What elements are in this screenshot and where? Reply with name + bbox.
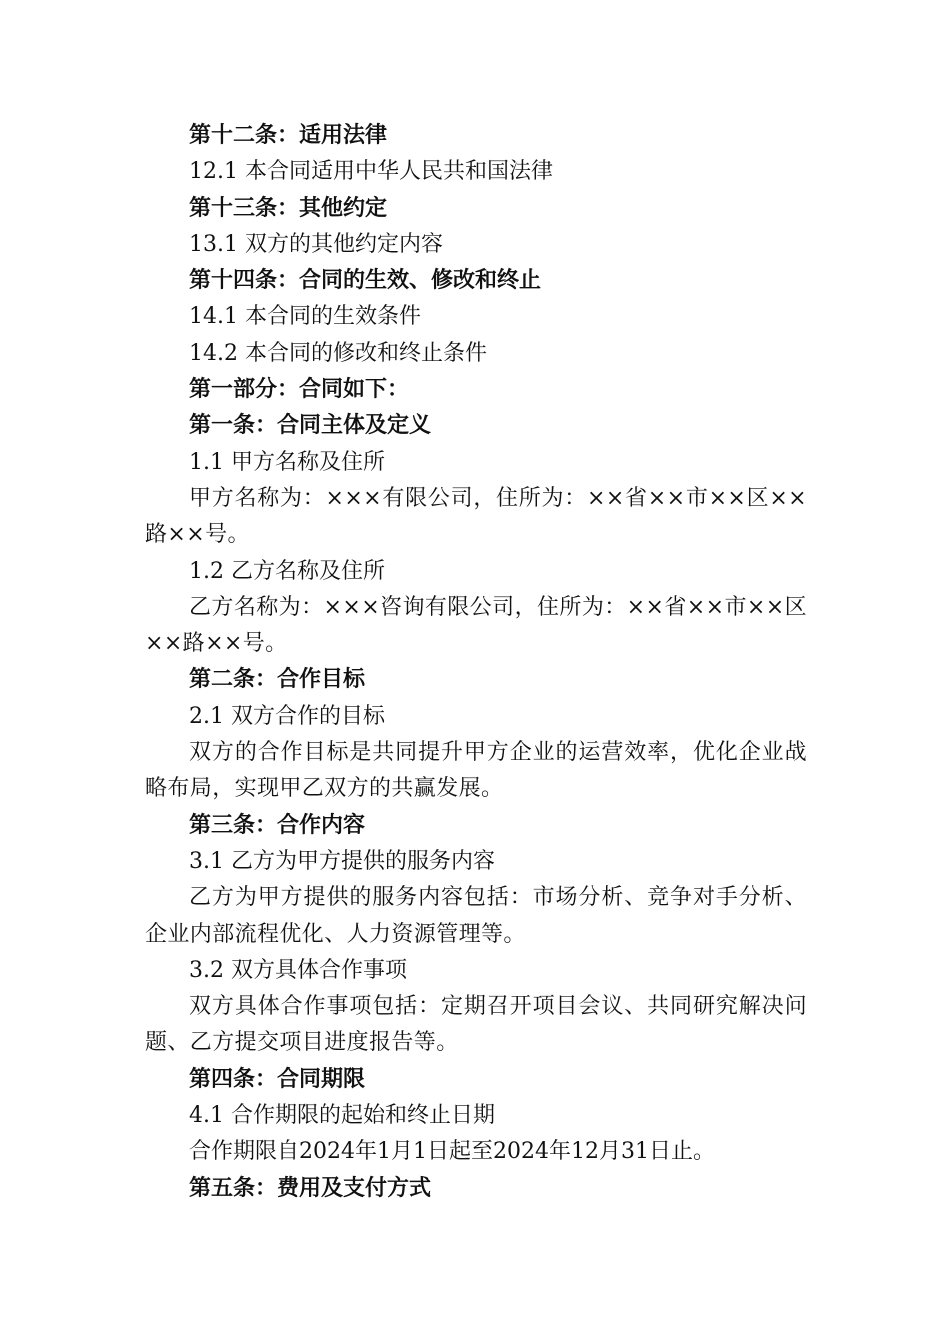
clause-14-1: 14.1 本合同的生效条件 — [189, 304, 421, 330]
clause-1-1: 1.1 甲方名称及住所 — [189, 449, 385, 475]
section-heading-14: 第十四条：合同的生效、修改和终止 — [189, 268, 542, 294]
part-one-heading: 第一部分：合同如下： — [189, 377, 410, 403]
clause-2-1: 2.1 双方合作的目标 — [189, 703, 385, 729]
party-b-paragraph: 乙方名称为：×××咨询有限公司，住所为：××省××市××区××路××号。 — [145, 594, 807, 657]
document-body — [145, 118, 807, 1207]
clause-13-1: 13.1 双方的其他约定内容 — [189, 231, 443, 257]
party-a-paragraph: 甲方名称为：×××有限公司，住所为：××省××市××区××路××号。 — [145, 485, 807, 548]
cooperation-items-paragraph: 双方具体合作事项包括：定期召开项目会议、共同研究解决问题、乙方提交项目进度报告等。 — [145, 994, 807, 1056]
clause-12-1: 12.1 本合同适用中华人民共和国法律 — [189, 159, 553, 185]
section-heading-2: 第二条：合作目标 — [189, 667, 366, 693]
section-heading-13: 第十三条：其他约定 — [189, 195, 388, 221]
clause-3-2: 3.2 双方具体合作事项 — [189, 957, 407, 983]
section-heading-1: 第一条：合同主体及定义 — [189, 413, 432, 439]
section-heading-3: 第三条：合作内容 — [189, 812, 366, 838]
clause-3-1: 3.1 乙方为甲方提供的服务内容 — [189, 848, 495, 874]
services-paragraph: 乙方为甲方提供的服务内容包括：市场分析、竞争对手分析、企业内部流程优化、人力资源管理等。 — [145, 885, 807, 947]
section-heading-5: 第五条：费用及支付方式 — [189, 1175, 432, 1201]
section-heading-4: 第四条：合同期限 — [189, 1066, 366, 1092]
cooperation-goal-paragraph: 双方的合作目标是共同提升甲方企业的运营效率，优化企业战略布局，实现甲乙双方的共赢发展。 — [145, 740, 807, 802]
clause-4-1: 4.1 合作期限的起始和终止日期 — [189, 1103, 495, 1129]
clause-1-2: 1.2 乙方名称及住所 — [189, 558, 385, 584]
section-heading-12: 第十二条：适用法律 — [189, 123, 388, 148]
term-dates-line: 合作期限自2024年1月1日起至2024年12月31日止。 — [189, 1139, 715, 1165]
clause-14-2: 14.2 本合同的修改和终止条件 — [189, 340, 487, 366]
